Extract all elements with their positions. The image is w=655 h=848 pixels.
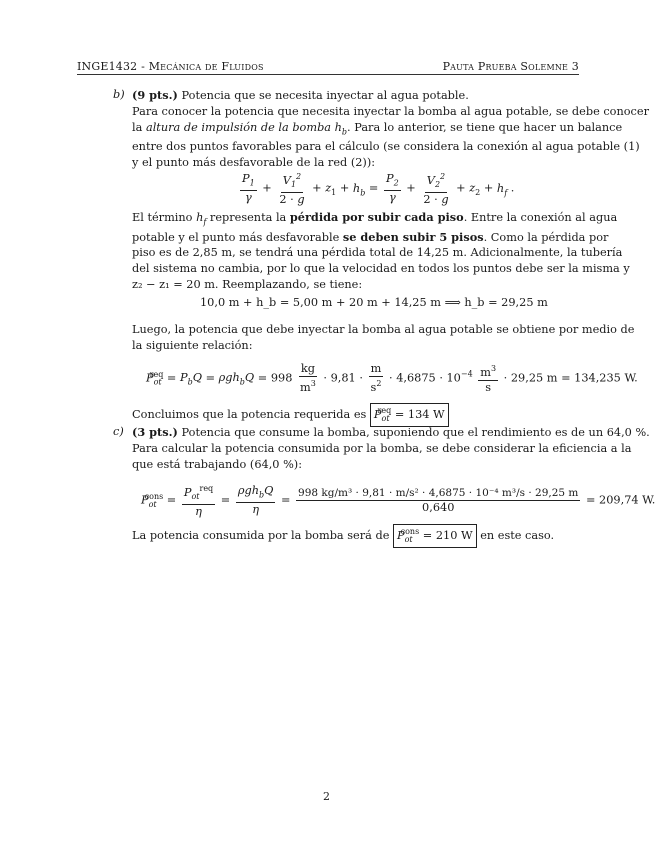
substitution-equation: 10,0 m + h_b = 5,00 m + 20 m + 14,25 m ⟹ h_b = 29,25 m	[200, 296, 548, 309]
bold-phrase: se deben subir 5 pisos	[342, 229, 484, 244]
text-line: del sistema no cambia, por lo que la velocidad en todos los puntos debe ser la misma y	[132, 262, 630, 276]
part-c-points: (3 pts.)	[132, 425, 178, 439]
equation-denominator: 0,640	[422, 501, 455, 514]
part-b-points: (9 pts.)	[132, 88, 178, 102]
text-line: Para calcular la potencia consumida por la bomba, se debe considerar la eficiencia a la	[132, 442, 632, 455]
part-b-loss-text	[132, 210, 630, 292]
required-power-result: $P_{ot}^{req} = 134$ W	[370, 403, 449, 427]
part-b-intro	[132, 104, 649, 171]
part-c-intro	[132, 441, 632, 472]
part-b-label: b)	[113, 88, 125, 101]
consumed-power-equation: $P_{ot}^{cons}$ = $\frac{P_{ot}^{req}}{\eta}$ = $\frac{\rho gh_bQ}{\eta}$ = $\frac{\text{998 kg/m³ · 9,81 · m/s² · 4,6875 · 10⁻⁴ m³/s · 29,25 m}}{0,640}$ = 209,74 W.	[141, 483, 655, 519]
energy-balance-equation: $\frac{P_1}{\gamma}$ + $\frac{V_1^2}{2 \cdot g}$ + $z_1 + h_b$ = $\frac{P_2}{\gamma}$ + $\frac{V_2^2}{2 \cdot g}$ + $z_2 + h_f$ .	[242, 171, 515, 207]
italic-phrase: altura de impulsión de la bomba	[145, 120, 332, 134]
text-line: la altura de impulsión de la bomba $h_b$. Para lo anterior, se tiene que hacer un balance	[132, 120, 623, 136]
text-line: El término $h_f$ representa la pérdida por subir cada piso. Entre la conexión al agua	[132, 210, 618, 227]
document-title: Pauta Prueba Solemne 3	[442, 60, 579, 73]
course-name: INGE1432 - Mecánica de Fluidos	[77, 60, 264, 73]
text-line: y el punto más desfavorable de la red (2)):	[132, 156, 376, 170]
text-line: Para conocer la potencia que necesita inyectar la bomba al agua potable, se debe conocer	[132, 105, 649, 118]
result-value: = 134 W	[394, 407, 445, 421]
result-value: = 210 W	[422, 528, 473, 542]
page-number: 2	[323, 790, 330, 803]
page-header	[77, 58, 579, 75]
part-c-conclusion	[132, 524, 581, 548]
text-line: potable y el punto más desfavorable se deben subir 5 pisos. Como la pérdida por	[132, 229, 609, 244]
text-line: la siguiente relación:	[132, 338, 253, 352]
equation-result: = 209,74 W.	[585, 493, 655, 507]
part-c-title: Potencia que consume la bomba, suponiendo que el rendimiento es de un 64,0 %.	[181, 426, 650, 439]
part-b-title: Potencia que se necesita inyectar al agua potable.	[181, 89, 469, 102]
text-line: z₂ − z₁ = 20 m. Reemplazando, se tiene:	[132, 277, 363, 291]
part-b-power-text	[132, 322, 635, 353]
equation-numerator: 998 kg/m³ · 9,81 · m/s² · 4,6875 · 10⁻⁴ m³/s · 29,25 m	[298, 487, 579, 499]
part-c-label: c)	[113, 425, 124, 438]
text-line: Luego, la potencia que debe inyectar la bomba al agua potable se obtiene por medio de	[132, 323, 635, 336]
conclusion-tail: en este caso.	[480, 528, 555, 542]
text-line: que está trabajando (64,0 %):	[132, 457, 303, 471]
bold-phrase: pérdida por subir cada piso	[289, 210, 464, 224]
part-b-conclusion	[132, 403, 581, 427]
consumed-power-result: $P_{ot}^{cons} = 210$ W	[393, 524, 477, 548]
conclusion-text: La potencia consumida por la bomba será de	[132, 528, 390, 542]
conclusion-text: Concluimos que la potencia requerida es	[132, 407, 367, 421]
required-power-equation: $P_{ot}^{req} = P_bQ = \rho gh_bQ = 998$ $\frac{kg}{m^3}$ · 9,81 · $\frac{m}{s^2}$ · $4,6875 \cdot 10^{-4}$ $\frac{m^3}{s}$ · 29,25 m = 134,235 W.	[146, 362, 638, 394]
text-line: piso es de 2,85 m, se tendrá una pérdida total de 14,25 m. Adicionalmente, la tubería	[132, 246, 623, 260]
text-line: entre dos puntos favorables para el cálculo (se considera la conexión al agua potable (1)	[132, 140, 640, 154]
